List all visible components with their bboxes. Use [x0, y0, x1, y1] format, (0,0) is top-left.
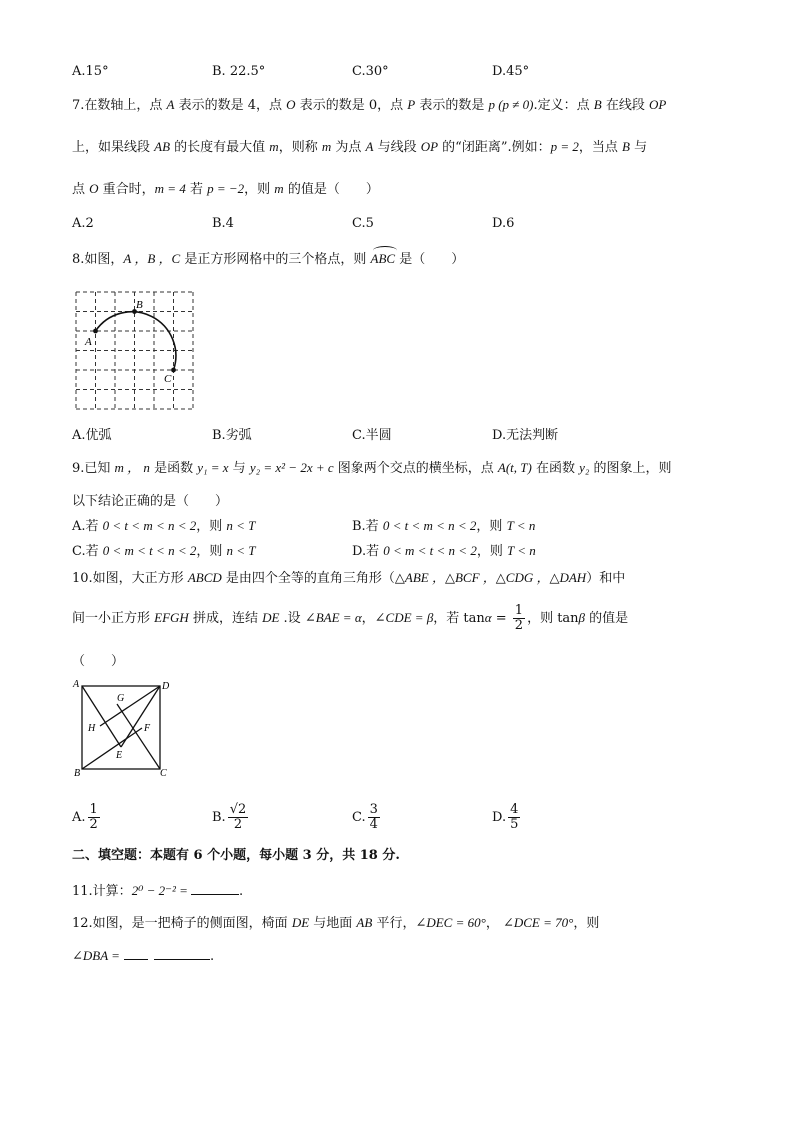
- q10-option-b: B. $\frac{√2}{2}$: [212, 802, 247, 832]
- q10-line-1: 10.如图，大正方形 ABCD 是由四个全等的直角三角形（△ABE ，△BCF ，△CDG ，△DAH）和中: [72, 570, 626, 586]
- q11: 11.计算：2⁰ − 2⁻² = .: [72, 883, 244, 899]
- segment-dh: [100, 686, 160, 726]
- q9-stem-line-2: 以下结论正确的是（ ）: [72, 494, 229, 509]
- arc-abc: ABC: [371, 251, 396, 266]
- fraction-one-half: $\frac{1}{2}$: [514, 603, 524, 633]
- q10-options: [72, 795, 752, 835]
- q12-answer-blank-2[interactable]: [154, 947, 210, 960]
- label-b: B: [136, 299, 143, 311]
- q6-option-a: A.15°: [72, 64, 109, 79]
- q7-option-c: C.5: [352, 216, 374, 231]
- q8-option-d: D.无法判断: [492, 428, 559, 443]
- q12-line-1: 12.如图，是一把椅子的侧面图，椅面 DE 与地面 AB 平行，∠DEC = 60°， ∠DCE = 70°，则: [72, 915, 600, 931]
- label-e: E: [116, 750, 123, 761]
- label-d: D: [162, 681, 170, 692]
- q9-option-c: C.若 0 < m < t < n < 2，则 n < T: [72, 543, 256, 559]
- q6-options: [72, 63, 752, 81]
- q11-answer-blank[interactable]: [191, 882, 239, 895]
- q8-option-a: A.优弧: [72, 428, 112, 443]
- q6-option-b: B. 22.5°: [212, 64, 266, 79]
- q7-option-a: A.2: [72, 216, 94, 231]
- label-c: C: [160, 768, 167, 779]
- q9-stem-line-1: 9.已知 m ， n 是函数 y₁ = x 与 y₂ = x² − 2x + c 图象两个交点的横坐标，点 A(t, T) 在函数 y₂ 的图象上，则: [72, 460, 672, 476]
- q8-grid-figure: [74, 290, 196, 412]
- point-a: [93, 329, 98, 334]
- q12-line-2: ∠DBA = .: [72, 948, 215, 964]
- label-h: H: [88, 723, 96, 734]
- q6-option-d: D.45°: [492, 64, 530, 79]
- label-c: C: [164, 373, 172, 385]
- q6-option-c: C.30°: [352, 64, 389, 79]
- q7-option-d: D.6: [492, 216, 515, 231]
- point-c: [171, 368, 176, 373]
- q8-stem: 8.如图，A ，B ，C 是正方形网格中的三个格点，则 ABC 是（ ）: [72, 250, 464, 269]
- q7-line-1: 7.在数轴上，点 A 表示的数是 4，点 O 表示的数是 0，点 P 表示的数是 p (p ≠ 0).定义：点 B 在线段 OP: [72, 97, 667, 113]
- label-b: B: [74, 768, 81, 779]
- label-g: G: [117, 693, 125, 704]
- segment-de: [121, 686, 160, 747]
- q10-answer-paren: （ ）: [72, 654, 125, 669]
- q7-line-2: 上，如果线段 AB 的长度有最大值 m，则称 m 为点 A 与线段 OP 的“闭距离”.例如：p = 2，当点 B 与: [72, 139, 648, 155]
- q9-option-a: A.若 0 < t < m < n < 2，则 n < T: [72, 518, 256, 534]
- q10-option-d: D. $\frac{4}{5}$: [492, 802, 519, 832]
- q10-option-c: C. $\frac{3}{4}$: [352, 802, 378, 832]
- label-f: F: [144, 723, 151, 734]
- segment-cg: [117, 704, 160, 769]
- label-a: A: [85, 336, 92, 348]
- arc-path: [96, 312, 176, 370]
- q10-option-a: A. $\frac{1}{2}$: [72, 802, 98, 832]
- q8-option-b: B.劣弧: [212, 428, 252, 443]
- q10-line-2: 间一小正方形 EFGH 拼成，连结 DE .设 ∠BAE = α，∠CDE = β，若 tanα = $\frac{1}{2}$ ，则 tanβ 的值是: [72, 603, 629, 633]
- segment-bf: [82, 728, 142, 769]
- q7-line-3: 点 O 重合时，m = 4 若 p = −2，则 m 的值是（ ）: [72, 181, 379, 197]
- label-a: A: [73, 679, 80, 690]
- q10-square-figure: [72, 676, 176, 780]
- q9-option-b: B.若 0 < t < m < n < 2，则 T < n: [352, 518, 536, 534]
- q9-option-d: D.若 0 < m < t < n < 2，则 T < n: [352, 543, 536, 559]
- q12-answer-blank-1[interactable]: [124, 947, 148, 960]
- q7-option-b: B.4: [212, 216, 234, 231]
- section-2-title: 二、填空题：本题有 6 个小题，每小题 3 分，共 18 分.: [72, 848, 400, 863]
- arc-mark: [373, 246, 397, 255]
- q8-option-c: C.半圆: [352, 428, 392, 443]
